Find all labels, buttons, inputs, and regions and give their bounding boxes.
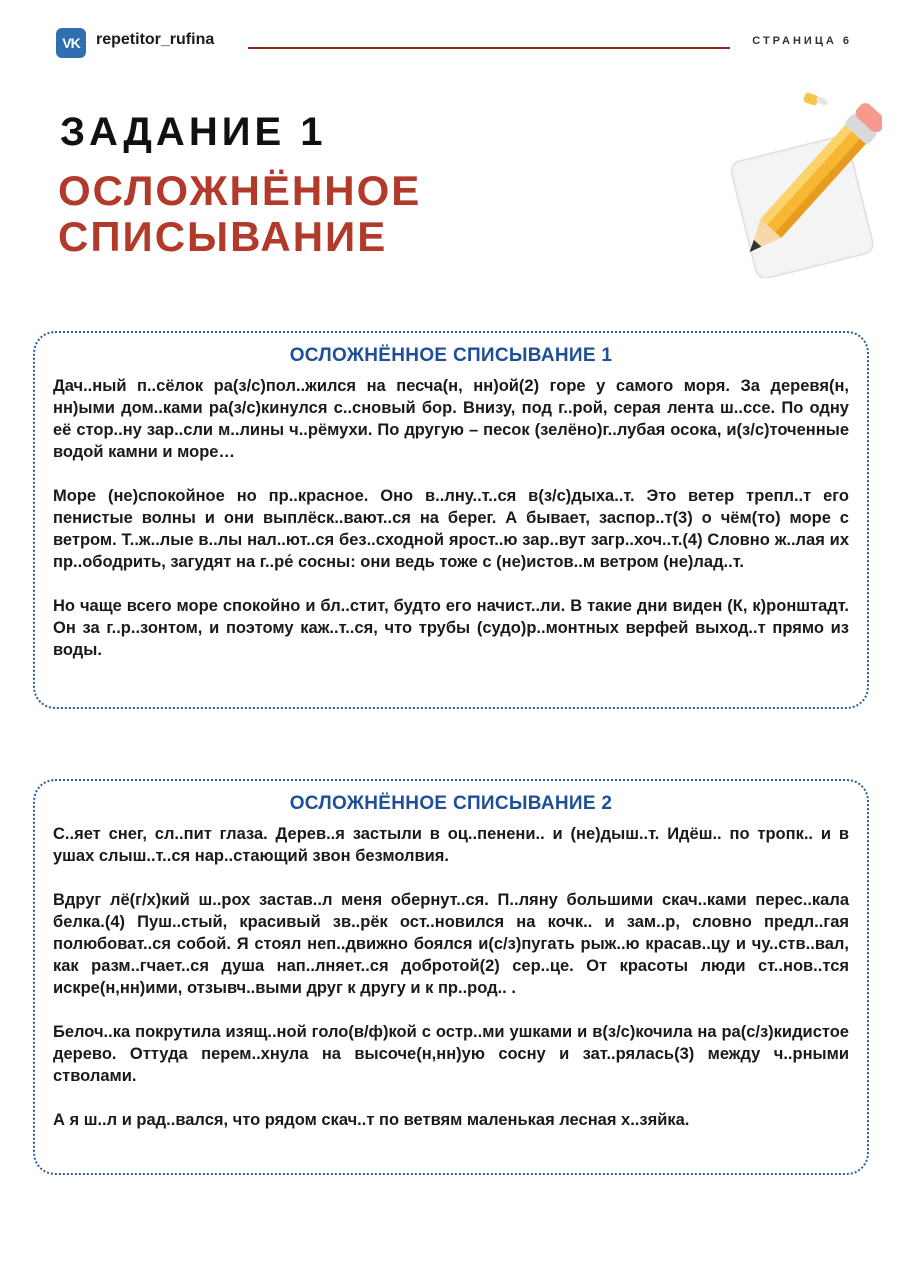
exercise-heading: ОСЛОЖНЁННОЕ СПИСЫВАНИЕ 2 [289,793,613,814]
task-subtitle-line-1: ОСЛОЖНЁННОЕ [58,167,422,214]
task-subtitle [58,168,658,260]
exercise-paragraph: С..яет снег, сл..пит глаза. Дерев..я застыли в оц..пенени.. и (не)дыш..т. Идёш.. по тропк.. и в ушах слыш..т..ся нар..стающий звон безмолвия. [53,825,849,865]
exercise-paragraph: Но чаще всего море спокойно и бл..стит, будто его начист..ли. В такие дни виден (К, к)ронштадт. Он за г..р..зонтом, и поэтому каж..т..ся, что трубы (судо)р..монтных верфей выход..т прямо из воды. [53,597,849,659]
exercise-paragraph: Вдруг лё(г/х)кий ш..рох застав..л меня обернут..ся. П..ляну большими скач..ками перес..кала белка.(4) Пуш..стый, красивый зв..рёк ост..новился на кочк.. и зам..р, словно предл..гая полюбоват..ся собой. Я стоял неп..движно боялся и(с/з)пугать рыж..ю красав..цу и чу..ств..вал, как разм..гчает..ся душа нап..лняет..ся добротой(2) сер..це. От красоты люди ст..нов..тся искре(н,нн)ими, отзывч..выми друг к другу и к пр..род.. . [53,891,849,997]
author-handle[interactable]: repetitor_rufina [96,31,215,48]
task-title: ЗАДАНИЕ 1 [60,110,327,154]
header-divider [248,47,730,49]
vk-logo-icon[interactable]: VK [56,28,86,58]
page-number: СТРАНИЦА 6 [752,35,852,47]
exercise-paragraph: А я ш..л и рад..вался, что рядом скач..т по ветвям маленькая лесная х..зяйка. [53,1111,690,1129]
exercise-paragraph: Дач..ный п..сёлок ра(з/с)пол..жился на песча(н, нн)ой(2) горе у самого моря. За деревя(н, нн)ыми дом..ками ра(з/с)кинулся с..сновый бор. Внизу, под г..рой, серая лента ш..ссе. По одну её стор..ну зар..сли м..лины ч..рёмухи. По другую – песок (зелёно)г..лубая осока, и(з/с)точенные водой камни и море… [53,377,849,461]
exercise-paragraph: Белоч..ка покрутила изящ..ной голо(в/ф)кой с остр..ми ушками и в(з/с)кочила на ра(с/з)кидистое дерево. Оттуда перем..хнула на высоче(н,нн)ую сосну и зат..рялась(3) между ч..рными стволами. [53,1023,849,1085]
exercise-heading: ОСЛОЖНЁННОЕ СПИСЫВАНИЕ 1 [289,345,613,366]
exercise-paragraph: Море (не)спокойное но пр..красное. Оно в..лну..т..ся в(з/с)дыха..т. Это ветер трепл..т его пенистые волны и они выплёск..вают..ся на берег. А бывает, заспор..т(3) о чём(то) море с ветром. Т..ж..лые в..лы нал..ют..ся без..сходной ярост..ю зар..вут загр..хоч..т.(4) Словно ж..лая их пр..ободрить, загудят на г..ре́ сосны: они ведь тоже с (не)истов..м ветром (не)лад..т. [53,487,849,571]
pencil-illustration-icon [712,88,882,278]
exercise-card-1 [33,331,869,709]
task-subtitle-line-2: СПИСЫВАНИЕ [58,213,388,260]
exercise-card-2 [33,779,869,1175]
page-header [56,26,856,60]
